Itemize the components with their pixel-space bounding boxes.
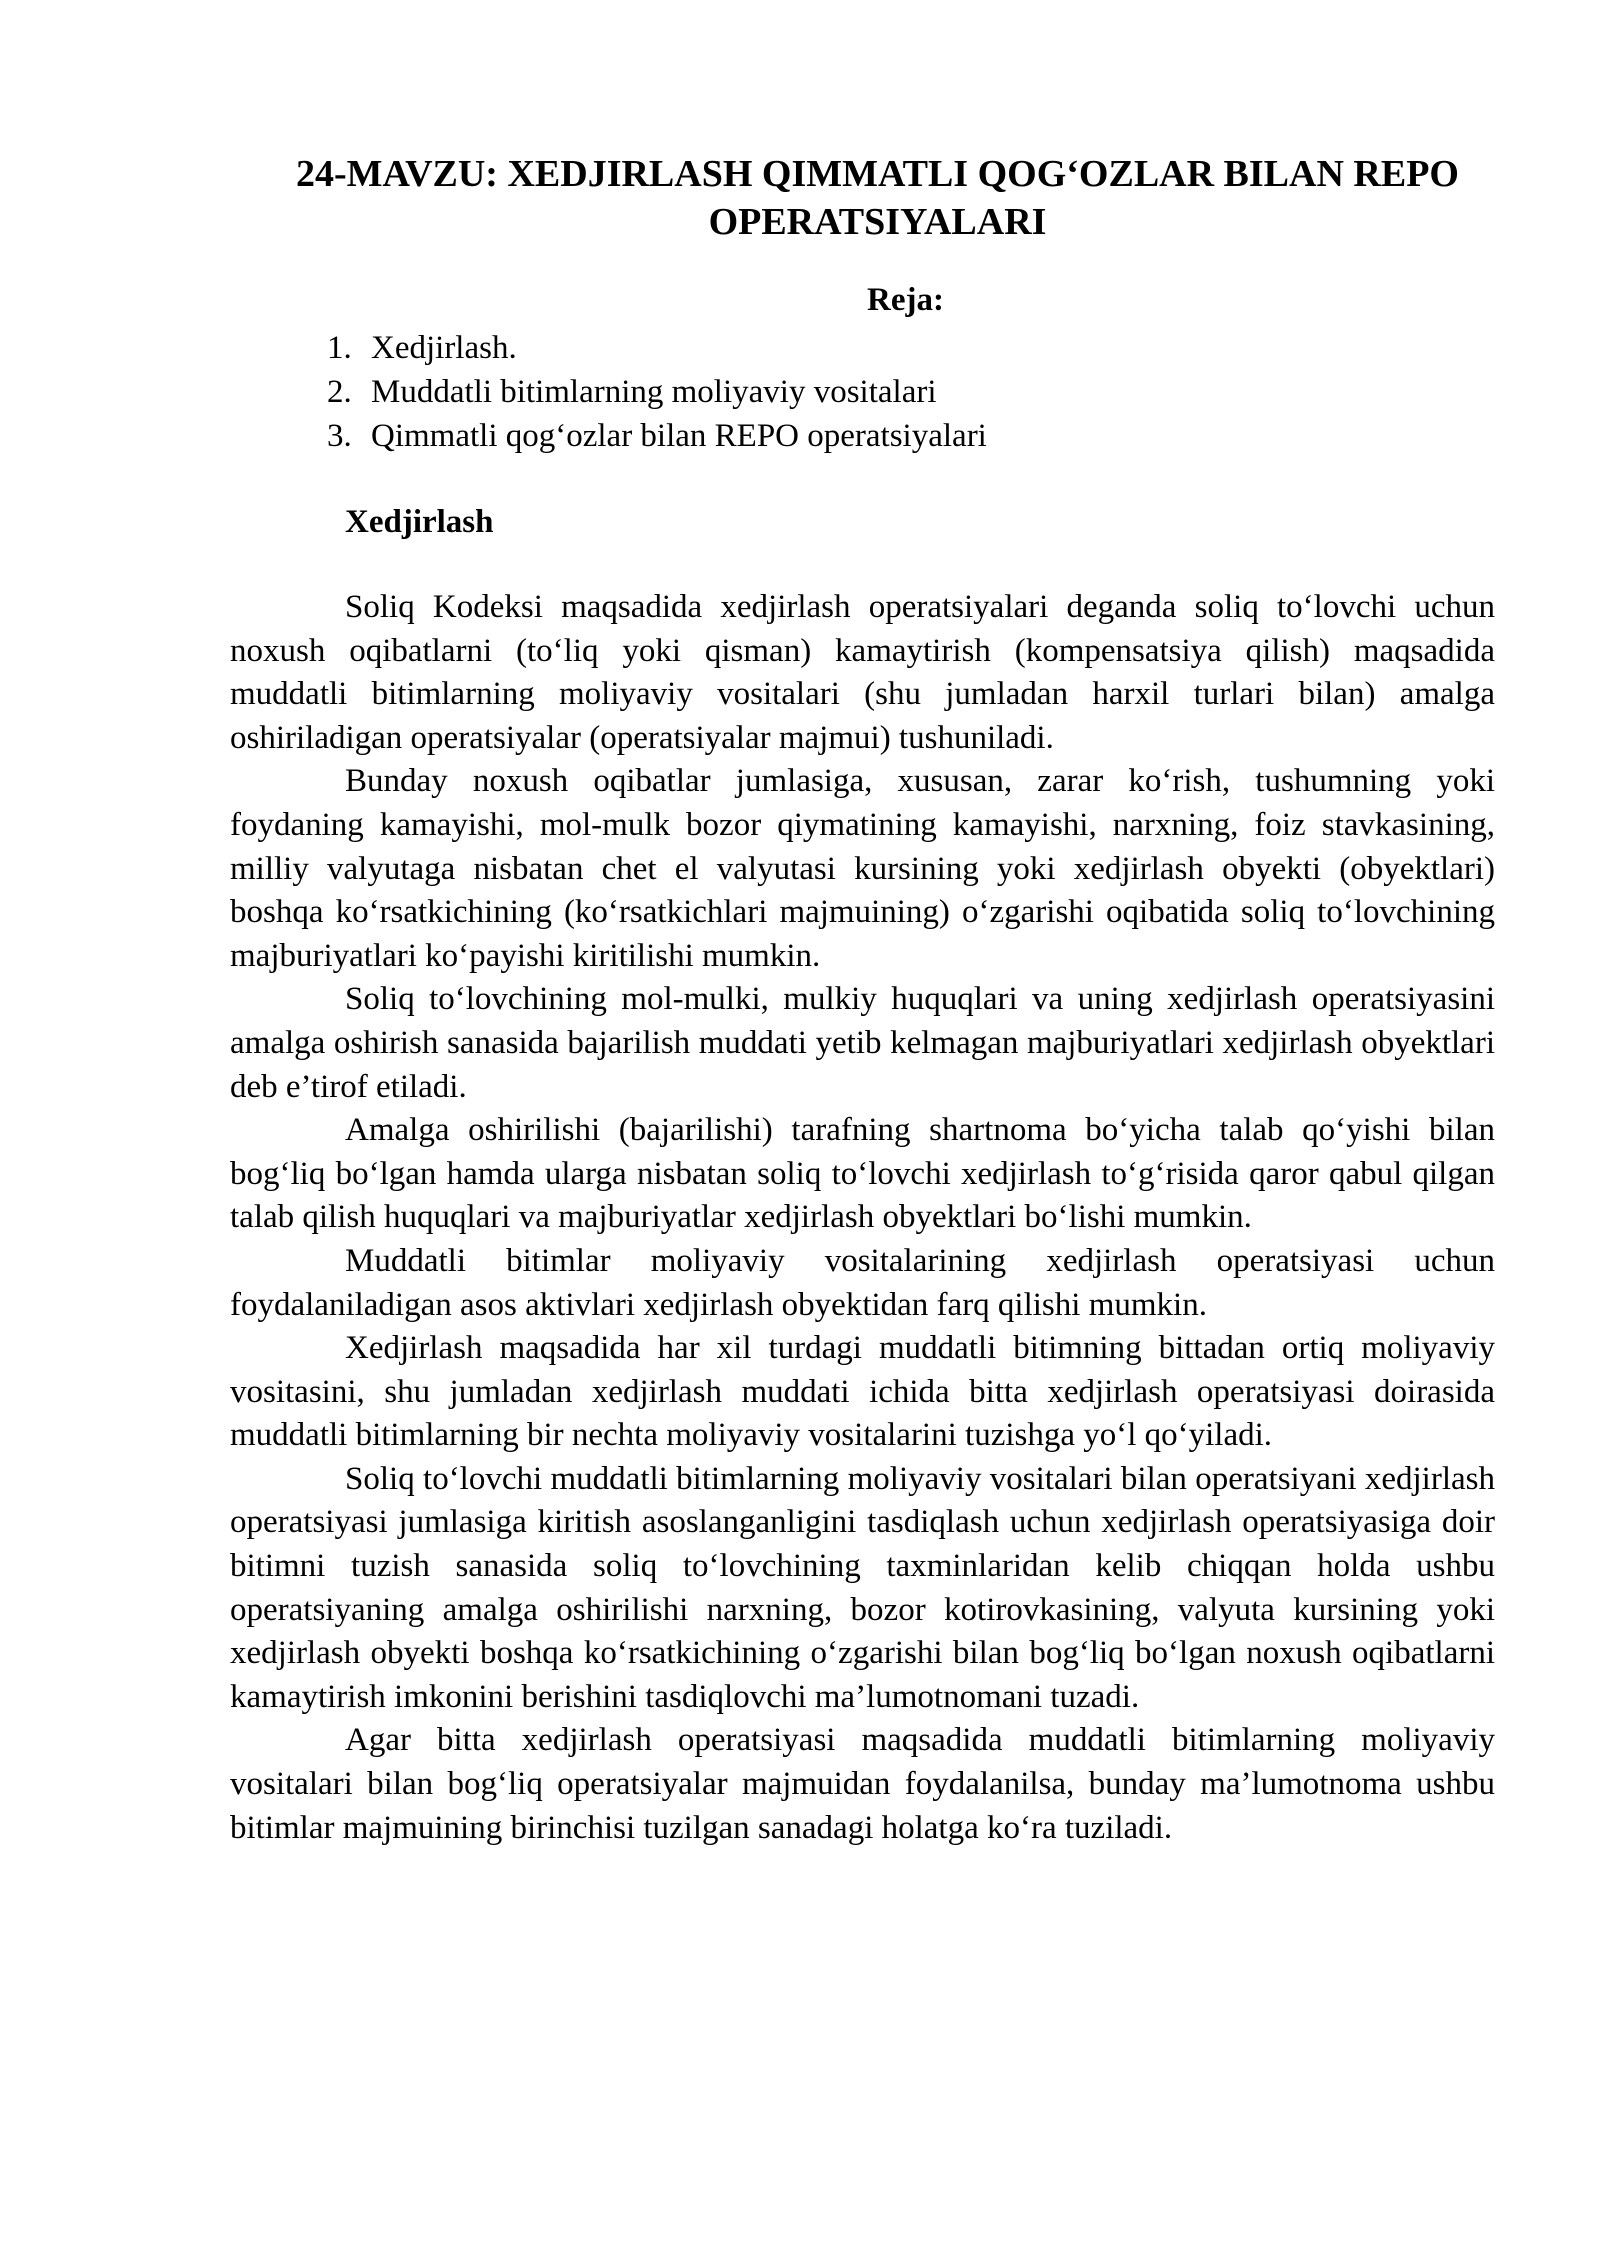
paragraph: Amalga oshirilishi (bajarilishi) tarafning shartnoma bo‘yicha talab qo‘yishi bilan bog‘liq bo‘lgan hamda ularga nisbatan soliq to‘lovchi xedjirlash to‘g‘risida qaror qabul qilgan talab qilish huquqlari va majburiyatlar xedjirlash obyektlari bo‘lishi mumkin.	[230, 1112, 1495, 1236]
plan-list	[230, 326, 1495, 458]
section-heading: Xedjirlash	[345, 504, 494, 540]
document-title: 24-MAVZU: XEDJIRLASH QIMMATLI QOG‘OZLAR BILAN REPO OPERATSIYALARI	[296, 153, 1459, 243]
plan-item	[327, 326, 1495, 370]
plan-item-number: 2.	[327, 374, 352, 410]
paragraph: Soliq Kodeksi maqsadida xedjirlash operatsiyalari deganda soliq to‘lovchi uchun noxush oqibatlarni (to‘liq yoki qisman) kamaytirish (kompensatsiya qilish) maqsadida muddatli bitimlarning moliyaviy vositalari (shu jumladan harxil turlari bilan) amalga oshiriladigan operatsiyalar (operatsiyalar majmui) tushuniladi.	[230, 589, 1495, 756]
plan-item	[327, 370, 1495, 414]
plan-item-text: Xedjirlash.	[371, 330, 517, 366]
paragraph: Soliq to‘lovchining mol-mulki, mulkiy huquqlari va uning xedjirlash operatsiyasini amalga oshirish sanasida bajarilish muddati yetib kelmagan majburiyatlari xedjirlash obyektlari deb e’tirof etiladi.	[230, 981, 1495, 1105]
body-text	[230, 586, 1495, 1850]
document-page	[230, 150, 1495, 1850]
paragraph: Muddatli bitimlar moliyaviy vositalarining xedjirlash operatsiyasi uchun foydalaniladigan asos aktivlari xedjirlash obyektidan farq qilishi mumkin.	[230, 1242, 1495, 1323]
paragraph: Soliq to‘lovchi muddatli bitimlarning moliyaviy vositalari bilan operatsiyani xedjirlash operatsiyasi jumlasiga kiritish asoslanganligini tasdiqlash uchun xedjirlash operatsiyasiga doir bitimni tuzish sanasida soliq to‘lovchining taxminlaridan kelib chiqqan holda ushbu operatsiyaning amalga oshirilishi narxning, bozor kotirovkasining, valyuta kursining yoki xedjirlash obyekti boshqa ko‘rsatkichining o‘zgarishi bilan bog‘liq bo‘lgan noxush oqibatlarni kamaytirish imkonini berishini tasdiqlovchi ma’lumotnomani tuzadi.	[230, 1460, 1495, 1715]
plan-item-text: Muddatli bitimlarning moliyaviy vositalari	[371, 374, 937, 410]
paragraph: Agar bitta xedjirlash operatsiyasi maqsadida muddatli bitimlarning moliyaviy vositalari bilan bog‘liq operatsiyalar majmuidan foydalanilsa, bunday ma’lumotnoma ushbu bitimlar majmuining birinchisi tuzilgan sanadagi holatga ko‘ra tuziladi.	[230, 1722, 1495, 1846]
plan-item-text: Qimmatli qog‘ozlar bilan REPO operatsiyalari	[371, 418, 987, 454]
plan-item	[327, 414, 1495, 458]
paragraph: Bunday noxush oqibatlar jumlasiga, xususan, zarar ko‘rish, tushumning yoki foydaning kamayishi, mol-mulk bozor qiymatining kamayishi, narxning, foiz stavkasining, milliy valyutaga nisbatan chet el valyutasi kursining yoki xedjirlash obyekti (obyektlari) boshqa ko‘rsatkichining (ko‘rsatkichlari majmuining) o‘zgarishi oqibatida soliq to‘lovchining majburiyatlari ko‘payishi kiritilishi mumkin.	[230, 763, 1495, 974]
paragraph: Xedjirlash maqsadida har xil turdagi muddatli bitimning bittadan ortiq moliyaviy vositasini, shu jumladan xedjirlash muddati ichida bitta xedjirlash operatsiyasi doirasida muddatli bitimlarning bir nechta moliyaviy vositalarini tuzishga yo‘l qo‘yiladi.	[230, 1330, 1495, 1454]
plan-heading: Reja:	[867, 282, 944, 318]
plan-item-number: 1.	[327, 330, 352, 366]
plan-item-number: 3.	[327, 418, 352, 454]
